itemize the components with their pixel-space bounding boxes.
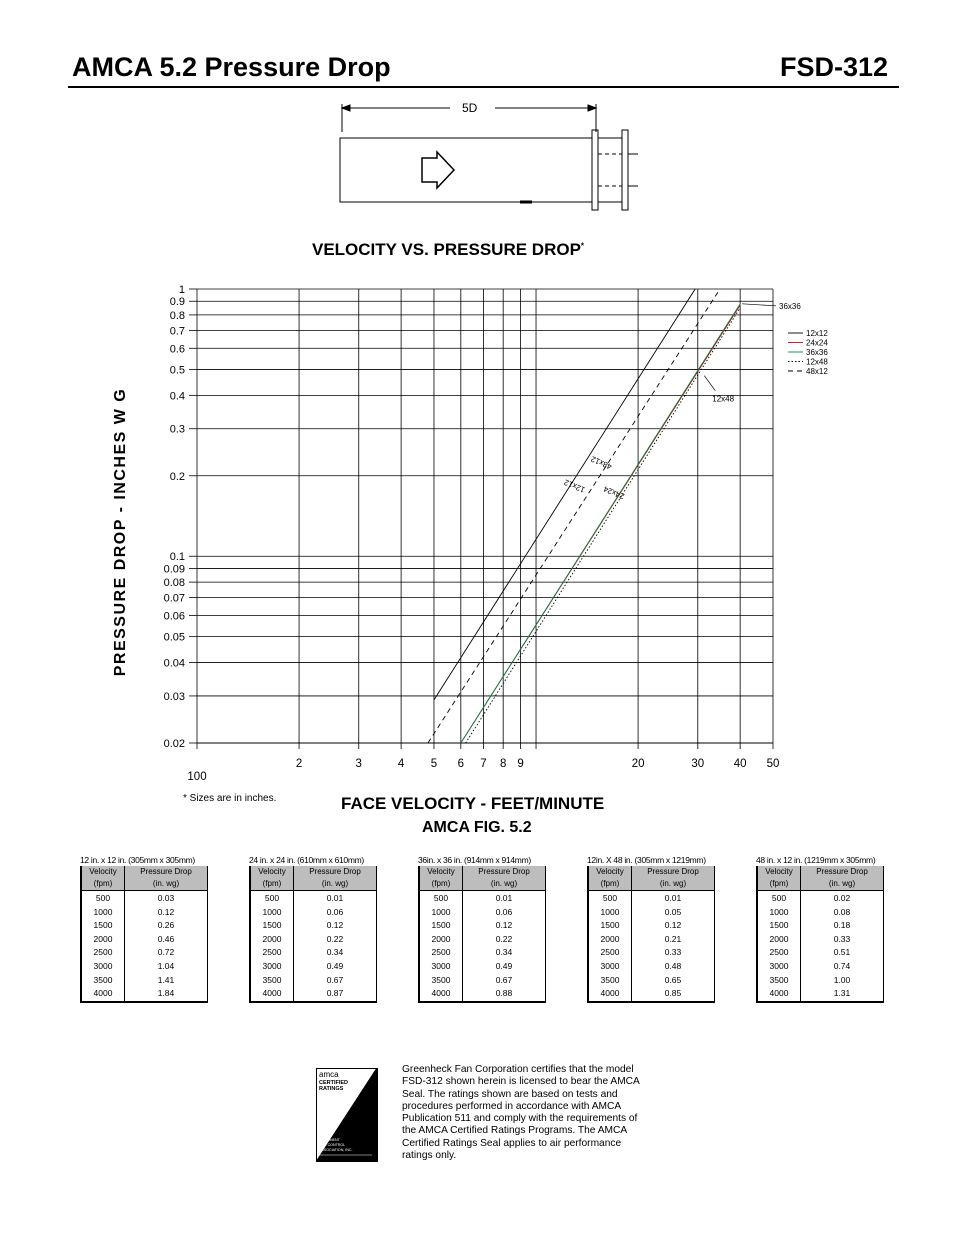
table-row: [419, 906, 546, 920]
table-row: [757, 987, 884, 1002]
table-cell: 0.48: [632, 960, 715, 974]
annotation-label: 12x12: [562, 477, 587, 495]
x-tick-label: 7: [480, 758, 487, 770]
y-tick-label: 0.6: [169, 343, 185, 356]
annotation-leader: [704, 376, 715, 391]
seal-text: amca: [319, 1070, 339, 1079]
y-tick-label: 0.9: [169, 296, 185, 309]
table-row: [250, 960, 377, 974]
table-cell: 0.12: [294, 919, 377, 933]
table-cell: 1500: [250, 919, 294, 933]
table-row: [419, 919, 546, 933]
y-tick-label: 0.05: [163, 631, 185, 644]
footnote: * Sizes are in inches.: [183, 793, 277, 804]
y-tick-label: 0.09: [163, 563, 185, 576]
table-cell: 0.51: [801, 946, 884, 960]
table-header: Pressure Drop: [632, 866, 715, 878]
table-header: (fpm): [757, 878, 801, 891]
pressure-table: [249, 855, 379, 1003]
table-header: Velocity: [419, 866, 463, 878]
table-cell: 1.00: [801, 974, 884, 988]
table-cell: 3000: [419, 960, 463, 974]
table-cell: 1500: [419, 919, 463, 933]
table-cell: 1500: [588, 919, 632, 933]
table-header: Pressure Drop: [801, 866, 884, 878]
table-cell: 1000: [250, 906, 294, 920]
table-row: [757, 933, 884, 947]
table-cell: 0.26: [125, 919, 208, 933]
chart-grid: [189, 289, 773, 749]
table-cell: 0.49: [463, 960, 546, 974]
table-cell: 3500: [419, 974, 463, 988]
y-tick-label: 0.06: [163, 610, 185, 623]
table-cell: 0.74: [801, 960, 884, 974]
table-caption: 12 in. x 12 in. (305mm x 305mm): [80, 855, 195, 865]
header-rule: [68, 86, 899, 88]
seal-text: AND CONTROL: [319, 1143, 346, 1147]
table-header: (in. wg): [294, 878, 377, 891]
table-header: (in. wg): [632, 878, 715, 891]
table-header: (fpm): [419, 878, 463, 891]
table-row: [588, 933, 715, 947]
table-cell: 500: [588, 891, 632, 906]
pressure-table: [756, 855, 886, 1003]
table-cell: 1.31: [801, 987, 884, 1002]
table-caption: 48 in. x 12 in. (1219mm x 305mm): [756, 855, 876, 865]
table-row: [757, 906, 884, 920]
table-row: [81, 933, 208, 947]
table-row: [588, 919, 715, 933]
table-cell: 2000: [757, 933, 801, 947]
table-cell: 1.04: [125, 960, 208, 974]
annotation-label: 36x36: [779, 301, 801, 311]
table-cell: 3500: [757, 974, 801, 988]
annotation-label: 48x12: [589, 454, 614, 472]
table-row: [757, 891, 884, 906]
table-row: [757, 946, 884, 960]
x-tick-label: 30: [691, 758, 705, 770]
table-cell: 1000: [757, 906, 801, 920]
table-cell: 4000: [419, 987, 463, 1002]
x-tick-label: 4: [397, 758, 405, 770]
seal-text: PERFORMANCE: [346, 1120, 370, 1124]
table-row: [588, 946, 715, 960]
x-tick-label: 50: [766, 758, 780, 770]
table-row: [419, 946, 546, 960]
certification-text: Greenheck Fan Corporation certifies that the model FSD-312 shown herein is licensed to bear the AMCA Seal. The ratings shown are based on tests and procedures performed in accordance with AMCA Publication 511 and comply with the requirements of the AMCA Certified Ratings Programs. The AMCA Certified Ratings Seal applies to air performance ratings only.: [402, 1064, 640, 1162]
chart-series: [428, 289, 740, 743]
table-cell: 0.01: [294, 891, 377, 906]
table-cell: 3000: [81, 960, 125, 974]
table-cell: 2500: [757, 946, 801, 960]
table-row: [588, 960, 715, 974]
series-line-12x12: [434, 289, 695, 700]
table-row: [81, 906, 208, 920]
table-cell: 0.18: [801, 919, 884, 933]
table-cell: 3500: [81, 974, 125, 988]
table-cell: 2000: [419, 933, 463, 947]
table-header: Velocity: [250, 866, 294, 878]
table-cell: 1.41: [125, 974, 208, 988]
table-cell: 1000: [419, 906, 463, 920]
x-tick-label: 40: [733, 758, 747, 770]
table-cell: 0.08: [801, 906, 884, 920]
table-cell: 1500: [757, 919, 801, 933]
table-header: Pressure Drop: [463, 866, 546, 878]
table-row: [588, 891, 715, 906]
seal-text: RATINGS: [319, 1086, 344, 1092]
table-cell: 1.84: [125, 987, 208, 1002]
table-cell: 2500: [81, 946, 125, 960]
table-cell: 3000: [588, 960, 632, 974]
table-cell: 500: [419, 891, 463, 906]
x-tick-label: 2: [295, 758, 303, 770]
table-cell: 0.01: [632, 891, 715, 906]
table-cell: 1000: [588, 906, 632, 920]
table-cell: 3000: [250, 960, 294, 974]
table-row: [81, 946, 208, 960]
y-tick-label: 0.3: [169, 423, 185, 436]
x-tick-label: 20: [631, 758, 645, 770]
y-tick-label: 0.4: [169, 390, 185, 403]
seal-text: ASSOCIATION, INC.: [319, 1148, 353, 1152]
annotation-leader: [742, 304, 776, 306]
table-cell: 0.72: [125, 946, 208, 960]
table-row: [588, 987, 715, 1002]
table-cell: 1000: [81, 906, 125, 920]
x-axis-label: FACE VELOCITY - FEET/MINUTE: [341, 794, 605, 813]
table-row: [250, 974, 377, 988]
table-cell: 500: [250, 891, 294, 906]
table-cell: 0.33: [632, 946, 715, 960]
table-cell: 0.34: [294, 946, 377, 960]
annotation-label: 12x48: [712, 394, 735, 404]
x-tick-label: 9: [517, 758, 524, 770]
seal-text: AIR: [319, 1133, 325, 1137]
chart-annotations: [562, 302, 801, 501]
table-cell: 0.12: [463, 919, 546, 933]
table-row: [588, 906, 715, 920]
table-cell: 0.21: [632, 933, 715, 947]
series-line-12x48: [466, 308, 741, 743]
table-row: [757, 974, 884, 988]
figure-label: AMCA FIG. 5.2: [422, 819, 532, 836]
table-cell: 0.49: [294, 960, 377, 974]
legend-label: 12x48: [806, 357, 828, 367]
y-tick-label: 0.03: [163, 690, 185, 703]
table-cell: 2500: [419, 946, 463, 960]
seal-text: AIR: [352, 1114, 361, 1120]
table-cell: 0.06: [294, 906, 377, 920]
table-row: [419, 960, 546, 974]
y-tick-label: 0.08: [163, 577, 185, 590]
table-cell: 0.88: [463, 987, 546, 1002]
table-caption: 12in. X 48 in. (305mm x 1219mm): [587, 855, 706, 865]
table-cell: 0.85: [632, 987, 715, 1002]
table-cell: 2000: [81, 933, 125, 947]
table-cell: 4000: [81, 987, 125, 1002]
table-cell: 1500: [81, 919, 125, 933]
y-tick-label: 0.8: [169, 309, 185, 322]
pressure-table: [418, 855, 548, 1003]
page-title: AMCA 5.2 Pressure Drop: [72, 52, 391, 82]
table-row: [81, 919, 208, 933]
y-tick-label: 0.04: [163, 657, 185, 670]
table-row: [81, 987, 208, 1002]
table-row: [250, 891, 377, 906]
table-header: Velocity: [588, 866, 632, 878]
table-header: Velocity: [757, 866, 801, 878]
y-tick-label: 0.02: [163, 738, 185, 750]
legend-label: 48x12: [806, 367, 828, 376]
table-cell: 0.12: [632, 919, 715, 933]
pressure-table: [587, 855, 717, 1003]
amca-seal-logo: [316, 1068, 378, 1162]
table-cell: 2000: [588, 933, 632, 947]
table-row: [81, 891, 208, 906]
table-header: Pressure Drop: [294, 866, 377, 878]
seal-text: CERTIFIED: [319, 1080, 349, 1086]
table-cell: 500: [81, 891, 125, 906]
chart-tick-labels: [164, 284, 780, 783]
table-cell: 0.05: [632, 906, 715, 920]
table-cell: 0.02: [801, 891, 884, 906]
table-cell: 0.01: [463, 891, 546, 906]
pressure-drop-chart: [100, 280, 850, 790]
x-tick-label: 5: [430, 758, 438, 770]
y-tick-label: 0.1: [169, 551, 185, 564]
table-cell: 0.34: [463, 946, 546, 960]
table-row: [757, 919, 884, 933]
table-cell: 2500: [250, 946, 294, 960]
table-row: [250, 919, 377, 933]
chart-legend: [788, 329, 828, 376]
table-row: [250, 946, 377, 960]
table-cell: 0.65: [632, 974, 715, 988]
y-tick-label: 0.2: [169, 470, 185, 483]
table-header: Velocity: [81, 866, 125, 878]
model-number: FSD-312: [779, 52, 888, 82]
table-row: [250, 906, 377, 920]
table-cell: 0.12: [125, 906, 208, 920]
table-header: (in. wg): [125, 878, 208, 891]
table-cell: 0.67: [294, 974, 377, 988]
table-cell: 0.87: [294, 987, 377, 1002]
table-cell: 0.46: [125, 933, 208, 947]
x-tick-label: 8: [499, 758, 507, 770]
legend-label: 24x24: [806, 338, 828, 348]
table-cell: 4000: [588, 987, 632, 1002]
legend-label: 36x36: [806, 348, 828, 357]
x-tick-label: 100: [187, 771, 207, 783]
table-row: [588, 974, 715, 988]
table-cell: 4000: [250, 987, 294, 1002]
table-row: [419, 933, 546, 947]
y-tick-label: 1: [178, 284, 185, 296]
y-tick-label: 0.7: [169, 325, 185, 338]
dimension-label: 5D: [462, 101, 478, 115]
table-header: (fpm): [250, 878, 294, 891]
table-cell: 0.22: [294, 933, 377, 947]
table-cell: 0.33: [801, 933, 884, 947]
table-row: [757, 960, 884, 974]
table-row: [250, 933, 377, 947]
y-tick-label: 0.07: [163, 592, 185, 605]
pressure-table: [80, 855, 210, 1003]
table-header: Pressure Drop: [125, 866, 208, 878]
y-tick-label: 0.5: [169, 364, 185, 377]
table-cell: 0.06: [463, 906, 546, 920]
table-cell: 500: [757, 891, 801, 906]
table-caption: 24 in. x 24 in. (610mm x 610mm): [249, 855, 364, 865]
x-tick-label: 6: [457, 758, 465, 770]
table-row: [81, 974, 208, 988]
table-cell: 3500: [250, 974, 294, 988]
table-header: (in. wg): [463, 878, 546, 891]
table-cell: 2500: [588, 946, 632, 960]
table-row: [419, 974, 546, 988]
table-row: [81, 960, 208, 974]
legend-label: 12x12: [806, 329, 828, 338]
table-cell: 0.67: [463, 974, 546, 988]
table-header: (fpm): [588, 878, 632, 891]
y-axis-label: PRESSURE DROP - INCHES W G: [112, 387, 129, 677]
table-caption: 36in. x 36 in. (914mm x 914mm): [418, 855, 531, 865]
table-row: [419, 891, 546, 906]
series-line-48x12: [428, 289, 720, 743]
table-header: (in. wg): [801, 878, 884, 891]
table-header: (fpm): [81, 878, 125, 891]
x-tick-label: 3: [355, 758, 362, 770]
table-row: [419, 987, 546, 1002]
table-row: [250, 987, 377, 1002]
annotation-label: 24x24: [602, 484, 626, 502]
table-cell: 2000: [250, 933, 294, 947]
table-cell: 4000: [757, 987, 801, 1002]
table-cell: 3000: [757, 960, 801, 974]
chart-title: VELOCITY VS. PRESSURE DROP*: [312, 240, 585, 259]
table-cell: 0.22: [463, 933, 546, 947]
table-cell: 3500: [588, 974, 632, 988]
table-cell: 0.03: [125, 891, 208, 906]
seal-text: MOVEMENT: [319, 1138, 340, 1142]
test-setup-diagram: [330, 98, 640, 218]
